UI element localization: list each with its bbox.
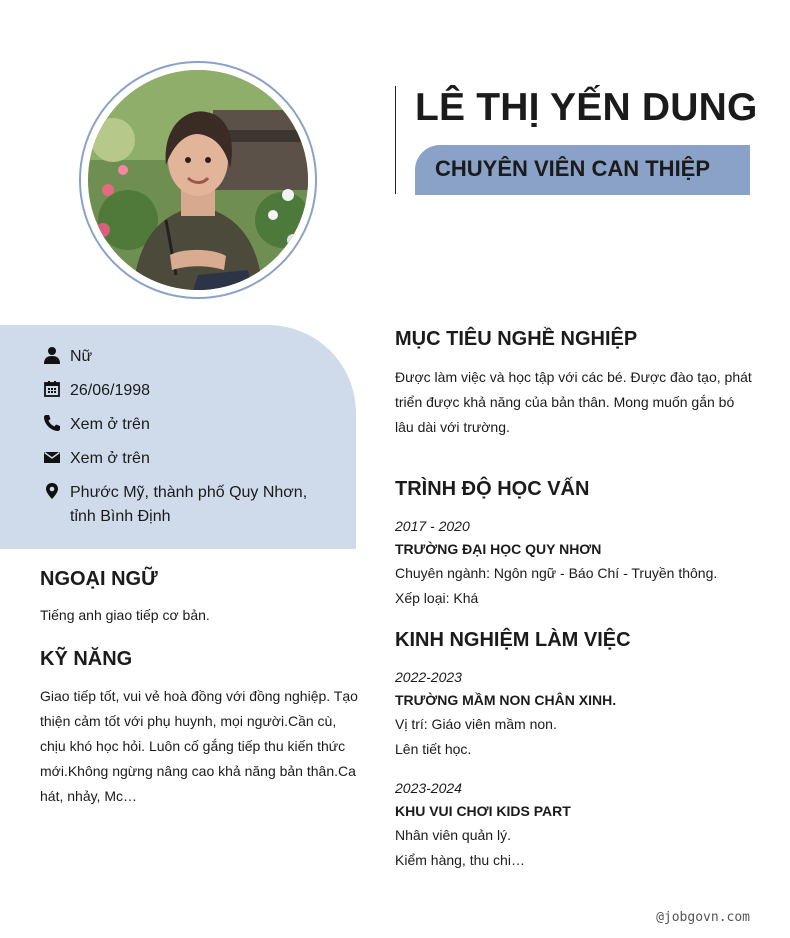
education-school: TRƯỜNG ĐẠI HỌC QUY NHƠN xyxy=(395,541,602,557)
phone-icon xyxy=(43,414,61,432)
address-line-2: tỉnh Bình Định xyxy=(70,508,171,525)
skills-line: hát, nhảy, Mc… xyxy=(40,788,138,804)
languages-text: Tiếng anh giao tiếp cơ bản. xyxy=(40,607,210,623)
personal-info-panel xyxy=(0,325,356,549)
phone-text: Xem ở trên xyxy=(70,416,150,433)
experience-detail: Kiểm hàng, thu chi… xyxy=(395,852,525,868)
skills-line: thiện cảm tốt với phụ huynh, mọi người.Cần cù, xyxy=(40,713,337,729)
objective-title: MỤC TIÊU NGHỀ NGHIỆP xyxy=(395,328,638,350)
skills-line: Giao tiếp tốt, vui vẻ hoà đồng với đồng nghiệp. Tạo xyxy=(40,688,358,704)
objective-line: Được làm việc và học tập với các bé. Được đào tạo, phát xyxy=(395,369,752,385)
candidate-name: LÊ THỊ YẾN DUNG xyxy=(415,86,758,129)
job-title-pill xyxy=(415,145,750,195)
location-pin-icon xyxy=(43,482,61,500)
experience-period: 2023-2024 xyxy=(395,780,462,796)
name-divider xyxy=(395,86,396,194)
person-icon xyxy=(43,346,61,364)
education-grade: Xếp loại: Khá xyxy=(395,590,479,606)
gender-text: Nữ xyxy=(70,348,93,365)
email-icon xyxy=(43,448,61,466)
experience-detail: Nhân viên quản lý. xyxy=(395,827,511,843)
experience-detail: Lên tiết học. xyxy=(395,741,472,757)
birthdate-text: 26/06/1998 xyxy=(70,382,151,399)
experience-org: KHU VUI CHƠI KIDS PART xyxy=(395,803,571,819)
email-text: Xem ở trên xyxy=(70,450,150,467)
skills-line: mới.Không ngừng nâng cao khả năng bản thân.Ca xyxy=(40,763,356,779)
objective-line: lâu dài với trường. xyxy=(395,419,510,435)
calendar-icon xyxy=(43,380,61,398)
profile-photo xyxy=(88,70,308,290)
education-major: Chuyên ngành: Ngôn ngữ - Báo Chí - Truyền thông. xyxy=(395,565,718,581)
education-title: TRÌNH ĐỘ HỌC VẤN xyxy=(395,478,590,500)
job-title: CHUYÊN VIÊN CAN THIỆP xyxy=(435,156,711,181)
skills-line: chịu khó học hỏi. Luôn cố gắng tiếp thu kiến thức xyxy=(40,738,346,754)
experience-detail: Vị trí: Giáo viên mầm non. xyxy=(395,716,557,732)
languages-title: NGOẠI NGỮ xyxy=(40,568,158,590)
education-period: 2017 - 2020 xyxy=(395,518,470,534)
address-line-1: Phước Mỹ, thành phố Quy Nhơn, xyxy=(70,484,308,501)
experience-org: TRƯỜNG MẦM NON CHÂN XINH. xyxy=(395,692,617,708)
watermark: @jobgovn.com xyxy=(656,910,750,925)
skills-title: KỸ NĂNG xyxy=(40,648,133,670)
experience-period: 2022-2023 xyxy=(395,669,462,685)
profile-photo-image xyxy=(88,70,308,290)
experience-title: KINH NGHIỆM LÀM VIỆC xyxy=(395,629,631,651)
objective-line: triển được khả năng của bản thân. Mong muốn gắn bó xyxy=(395,394,735,410)
